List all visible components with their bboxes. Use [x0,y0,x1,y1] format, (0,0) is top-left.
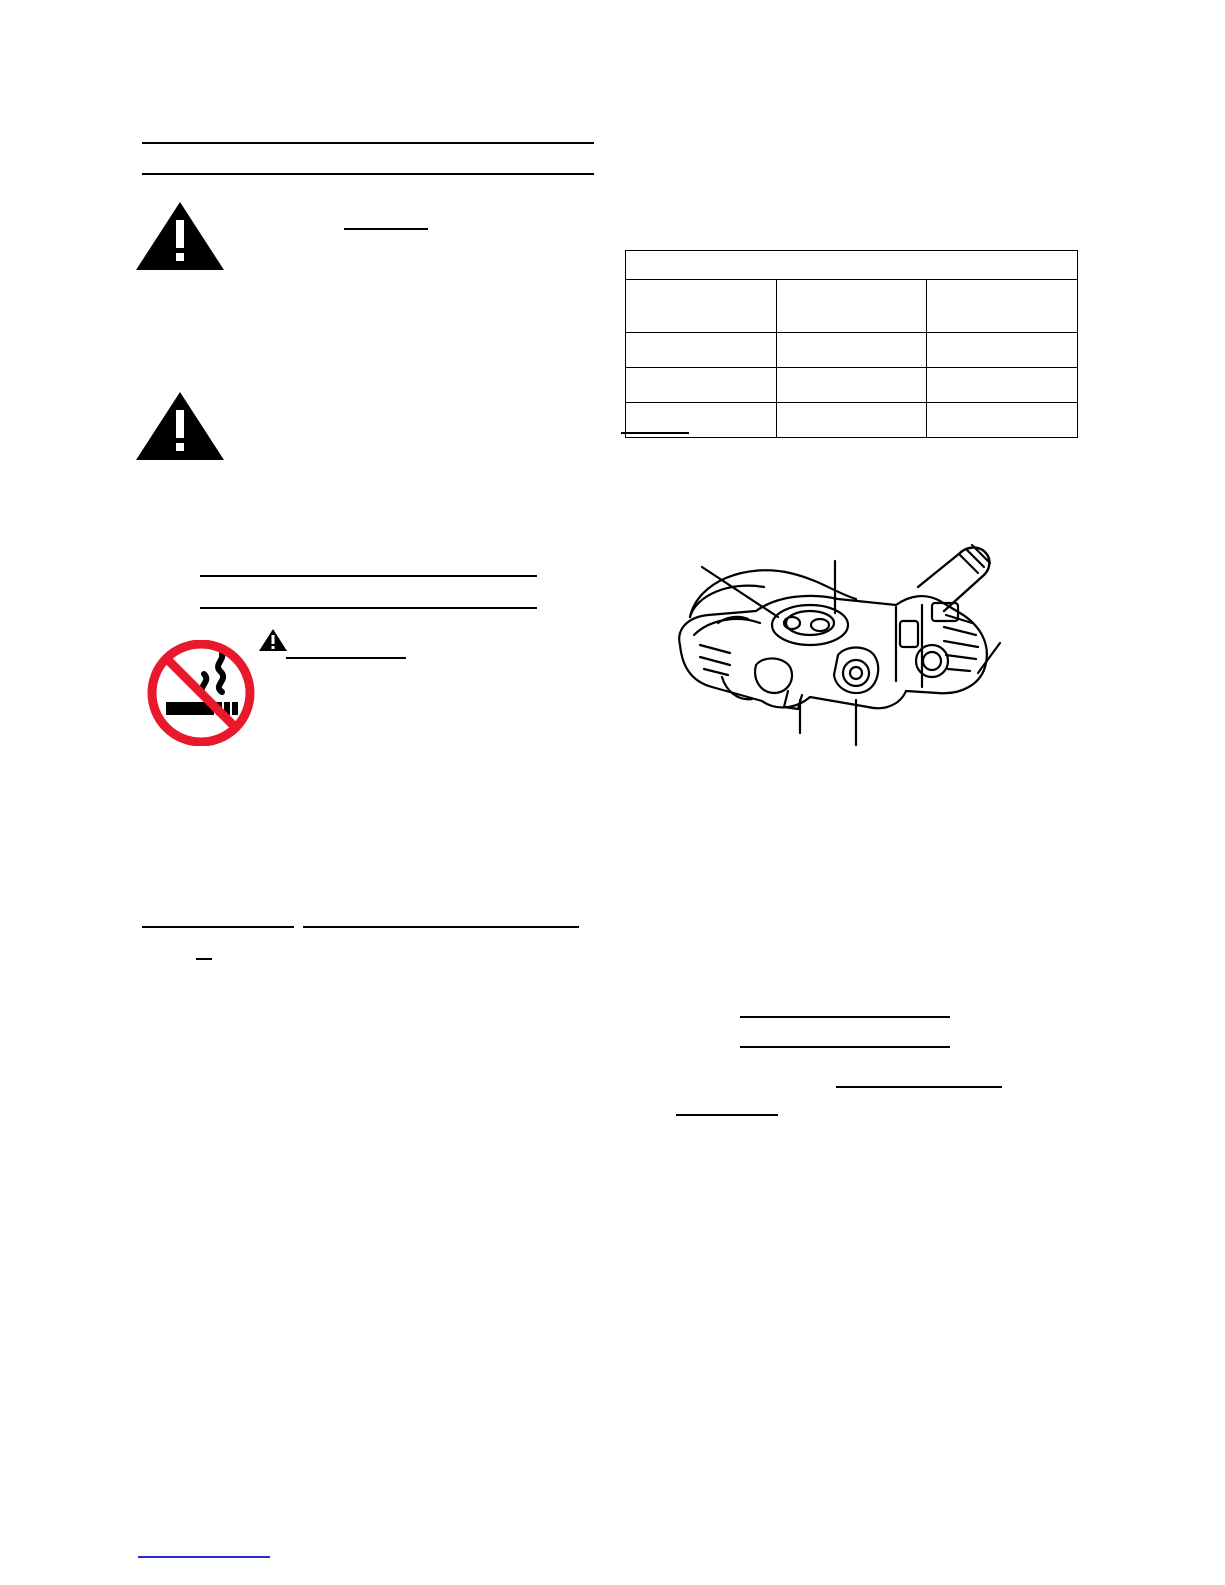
table-caption-underline [621,432,689,434]
inline-warning-underline [286,657,406,659]
table-header-cell-2 [776,280,927,333]
table-cell [927,333,1078,368]
table-header-row [626,280,1078,333]
footer-hyperlink-underline[interactable] [138,1556,270,1558]
no-smoking-icon [136,640,266,751]
table-cell [626,333,777,368]
table-header-cell-3 [927,280,1078,333]
top-rule-1 [142,142,594,144]
lower-rule-3 [836,1086,1002,1088]
table-row [626,251,1078,280]
top-rule-2 [142,173,594,175]
table-row [626,333,1078,368]
table-cell [776,333,927,368]
table-cell [927,368,1078,403]
mid-rule-1 [200,575,537,577]
lower-rule-1 [740,1016,950,1018]
table-cell [776,403,927,438]
lower-rule-4 [676,1114,778,1116]
table-row [626,403,1078,438]
table-cell [927,403,1078,438]
table-title-cell [626,251,1078,280]
spec-table [625,250,1078,438]
mid-rule-2 [200,607,537,609]
bottom-rule-right [303,926,579,928]
lower-rule-2 [740,1046,950,1048]
bottom-rule-small [196,958,212,960]
table-cell [776,368,927,403]
table-header-cell-1 [626,280,777,333]
engine-diagram [660,495,1040,770]
bottom-rule-left [142,926,294,928]
warning-1-underline [344,228,428,230]
table-cell [626,368,777,403]
table-row [626,368,1078,403]
